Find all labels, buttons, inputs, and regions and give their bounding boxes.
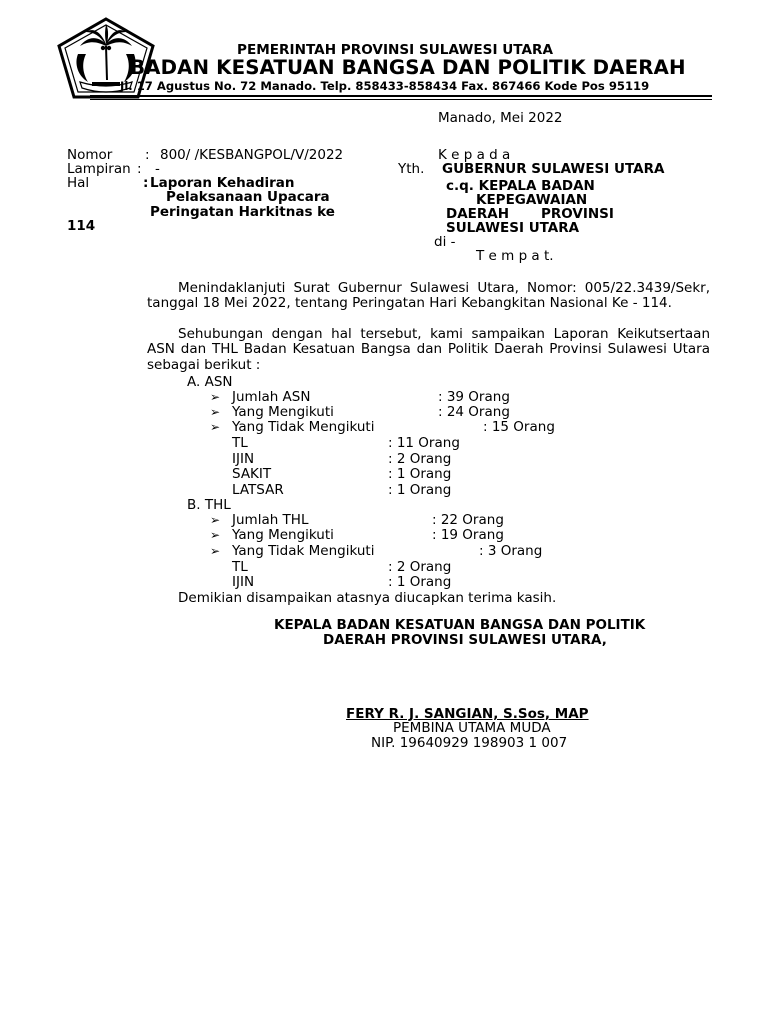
lampiran-label: Lampiran [67,161,131,177]
cq-line-2: KEPEGAWAIAN [476,192,588,208]
signature-title-line-2: DAERAH PROVINSI SULAWESI UTARA, [323,632,607,648]
bullet-arrow-icon: ➢ [210,420,221,434]
asn-tidak-value: : 15 Orang [483,419,555,435]
asn-ijin-label: IJIN [232,451,255,467]
letterhead-address: Jl. 17 Agustus No. 72 Manado. Telp. 858433-858434 Fax. 867466 Kode Pos 95119 [120,79,650,93]
thl-tidak-label: Yang Tidak Mengikuti [232,543,375,559]
thl-tl-label: TL [232,559,248,575]
hal-line-2: Pelaksanaan Upacara [166,189,330,205]
place-date: Manado, Mei 2022 [438,110,563,126]
asn-tidak-label: Yang Tidak Mengikuti [232,419,375,435]
signatory-name: FERY R. J. SANGIAN, S.Sos, MAP [346,706,589,722]
letterhead-agency: BADAN KESATUAN BANGSA DAN POLITIK DAERAH [130,56,686,79]
paragraph-1: Menindaklanjuti Surat Gubernur Sulawesi Utara, Nomor: 005/22.3439/Sekr, tanggal 18 Mei 2022, tentang Peringatan Hari Kebangkitan Nasional Ke - 114. [147,280,710,312]
signatory-rank: PEMBINA UTAMA MUDA [393,720,551,736]
lampiran-value: - [155,161,160,177]
hal-line-4: 114 [67,218,96,234]
asn-tl-value: : 11 Orang [388,435,460,451]
asn-jumlah-label: Jumlah ASN [232,389,311,405]
bullet-arrow-icon: ➢ [210,405,221,419]
section-b-title: B. THL [187,497,231,513]
cq-line-3b: PROVINSI [541,206,614,222]
hal-line-1: Laporan Kehadiran [150,175,295,191]
asn-sakit-value: : 1 Orang [388,466,452,482]
paragraph-2: Sehubungan dengan hal tersebut, kami sampaikan Laporan Keikutsertaan ASN dan THL Badan Kesatuan Bangsa dan Politik Daerah Provinsi Sulawesi Utara sebagai berikut : [147,326,710,373]
bullet-arrow-icon: ➢ [210,544,221,558]
nomor-colon: : [145,147,150,163]
cq-line-1: c.q. KEPALA BADAN [446,178,595,194]
thl-tl-value: : 2 Orang [388,559,452,575]
bullet-arrow-icon: ➢ [210,528,221,542]
thl-ijin-label: IJIN [232,574,255,590]
signatory-nip: NIP. 19640929 198903 1 007 [371,735,568,751]
asn-latsar-value: : 1 Orang [388,482,452,498]
asn-tl-label: TL [232,435,248,451]
tempat: T e m p a t. [476,248,554,264]
thl-ikut-value: : 19 Orang [432,527,504,543]
yth: Yth. [398,161,425,177]
cq-line-4: SULAWESI UTARA [446,220,580,236]
asn-ikut-label: Yang Mengikuti [232,404,334,420]
letterhead-divider-thick [90,95,712,97]
thl-ikut-label: Yang Mengikuti [232,527,334,543]
hal-colon: : [143,175,149,191]
kepada: K e p a d a [438,147,511,163]
thl-tidak-value: : 3 Orang [479,543,543,559]
thl-jumlah-label: Jumlah THL [232,512,309,528]
bullet-arrow-icon: ➢ [210,390,221,404]
letterhead-government: PEMERINTAH PROVINSI SULAWESI UTARA [237,42,553,58]
nomor-label: Nomor [67,147,113,163]
recipient-name: GUBERNUR SULAWESI UTARA [442,161,665,177]
di: di - [434,234,456,250]
signature-title-line-1: KEPALA BADAN KESATUAN BANGSA DAN POLITIK [274,617,646,633]
closing-sentence: Demikian disampaikan atasnya diucapkan terima kasih. [178,590,557,606]
thl-jumlah-value: : 22 Orang [432,512,504,528]
nomor-value: 800/ /KESBANGPOL/V/2022 [160,147,344,163]
thl-ijin-value: : 1 Orang [388,574,452,590]
cq-line-3a: DAERAH [446,206,510,222]
section-a-title: A. ASN [187,374,233,390]
bullet-arrow-icon: ➢ [210,513,221,527]
letterhead-divider-thin [90,99,712,100]
asn-latsar-label: LATSAR [232,482,284,498]
asn-ikut-value: : 24 Orang [438,404,510,420]
hal-line-3: Peringatan Harkitnas ke [150,204,335,220]
asn-ijin-value: : 2 Orang [388,451,452,467]
asn-jumlah-value: : 39 Orang [438,389,510,405]
asn-sakit-label: SAKIT [232,466,272,482]
lampiran-colon: : [137,161,142,177]
hal-label: Hal [67,175,90,191]
